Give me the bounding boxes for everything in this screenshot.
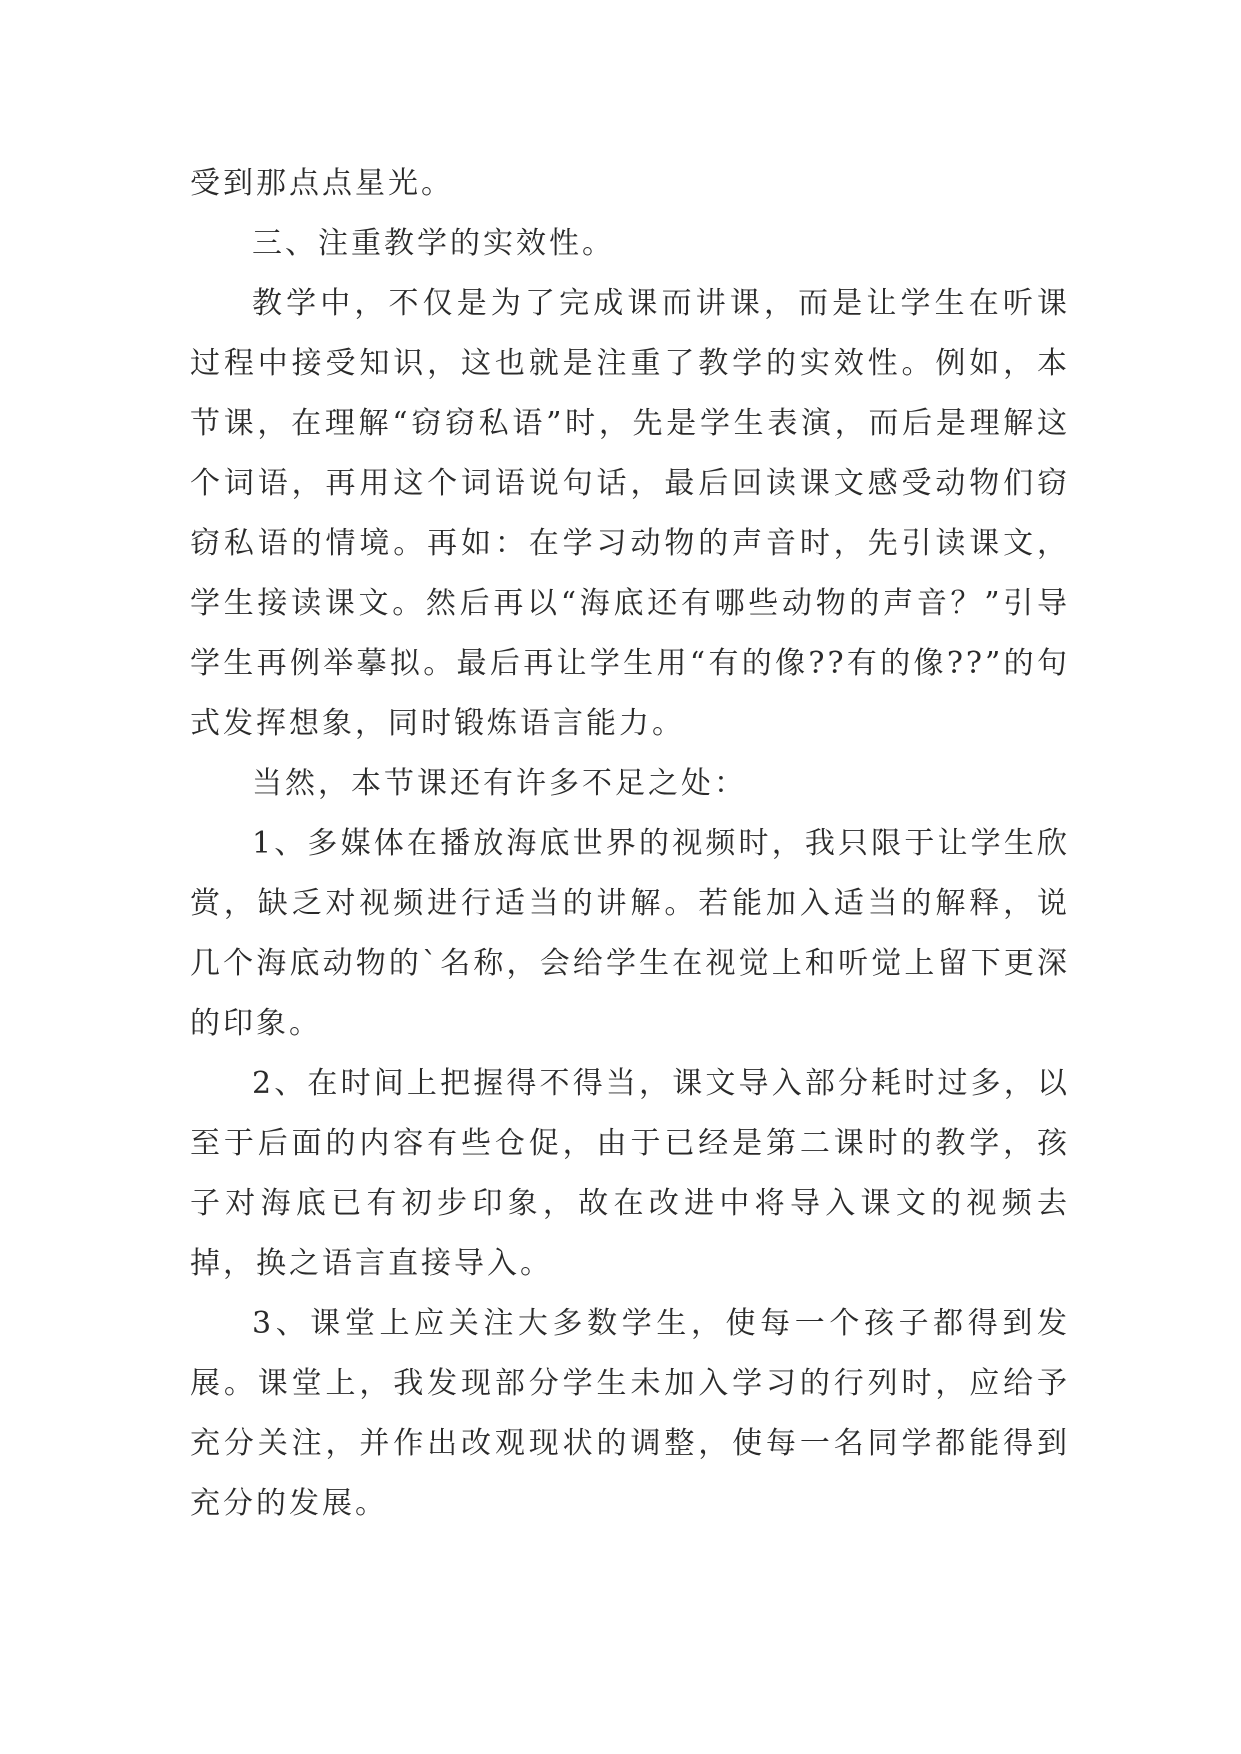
list-item-1: 1、多媒体在播放海底世界的视频时，我只限于让学生欣赏，缺乏对视频进行适当的讲解。若能加入适当的解释，说几个海底动物的`名称，会给学生在视觉上和听觉上留下更深的印象。 bbox=[190, 826, 1070, 1041]
document-body bbox=[190, 154, 1070, 1534]
paragraph-effectiveness: 教学中，不仅是为了完成课而讲课，而是让学生在听课过程中接受知识，这也就是注重了教学的实效性。例如，本节课，在理解“窃窃私语”时，先是学生表演，而后是理解这个词语，再用这个词语说句话，最后回读课文感受动物们窃窃私语的情境。再如：在学习动物的声音时，先引读课文，学生接读课文。然后再以“海底还有哪些动物的声音？”引导学生再例举摹拟。最后再让学生用“有的像??有的像??”的句式发挥想象，同时锻炼语言能力。 bbox=[190, 286, 1070, 741]
list-item-3: 3、课堂上应关注大多数学生，使每一个孩子都得到发展。课堂上，我发现部分学生未加入学习的行列时，应给予充分关注，并作出改观现状的调整，使每一名同学都能得到充分的发展。 bbox=[190, 1306, 1070, 1521]
list-item-2: 2、在时间上把握得不得当，课文导入部分耗时过多，以至于后面的内容有些仓促，由于已经是第二课时的教学，孩子对海底已有初步印象，故在改进中将导入课文的视频去掉，换之语言直接导入。 bbox=[190, 1066, 1070, 1281]
paragraph-shortcomings-intro: 当然，本节课还有许多不足之处： bbox=[252, 766, 747, 801]
paragraph-continuation: 受到那点点星光。 bbox=[190, 166, 454, 201]
section-heading: 三、注重教学的实效性。 bbox=[252, 226, 615, 261]
